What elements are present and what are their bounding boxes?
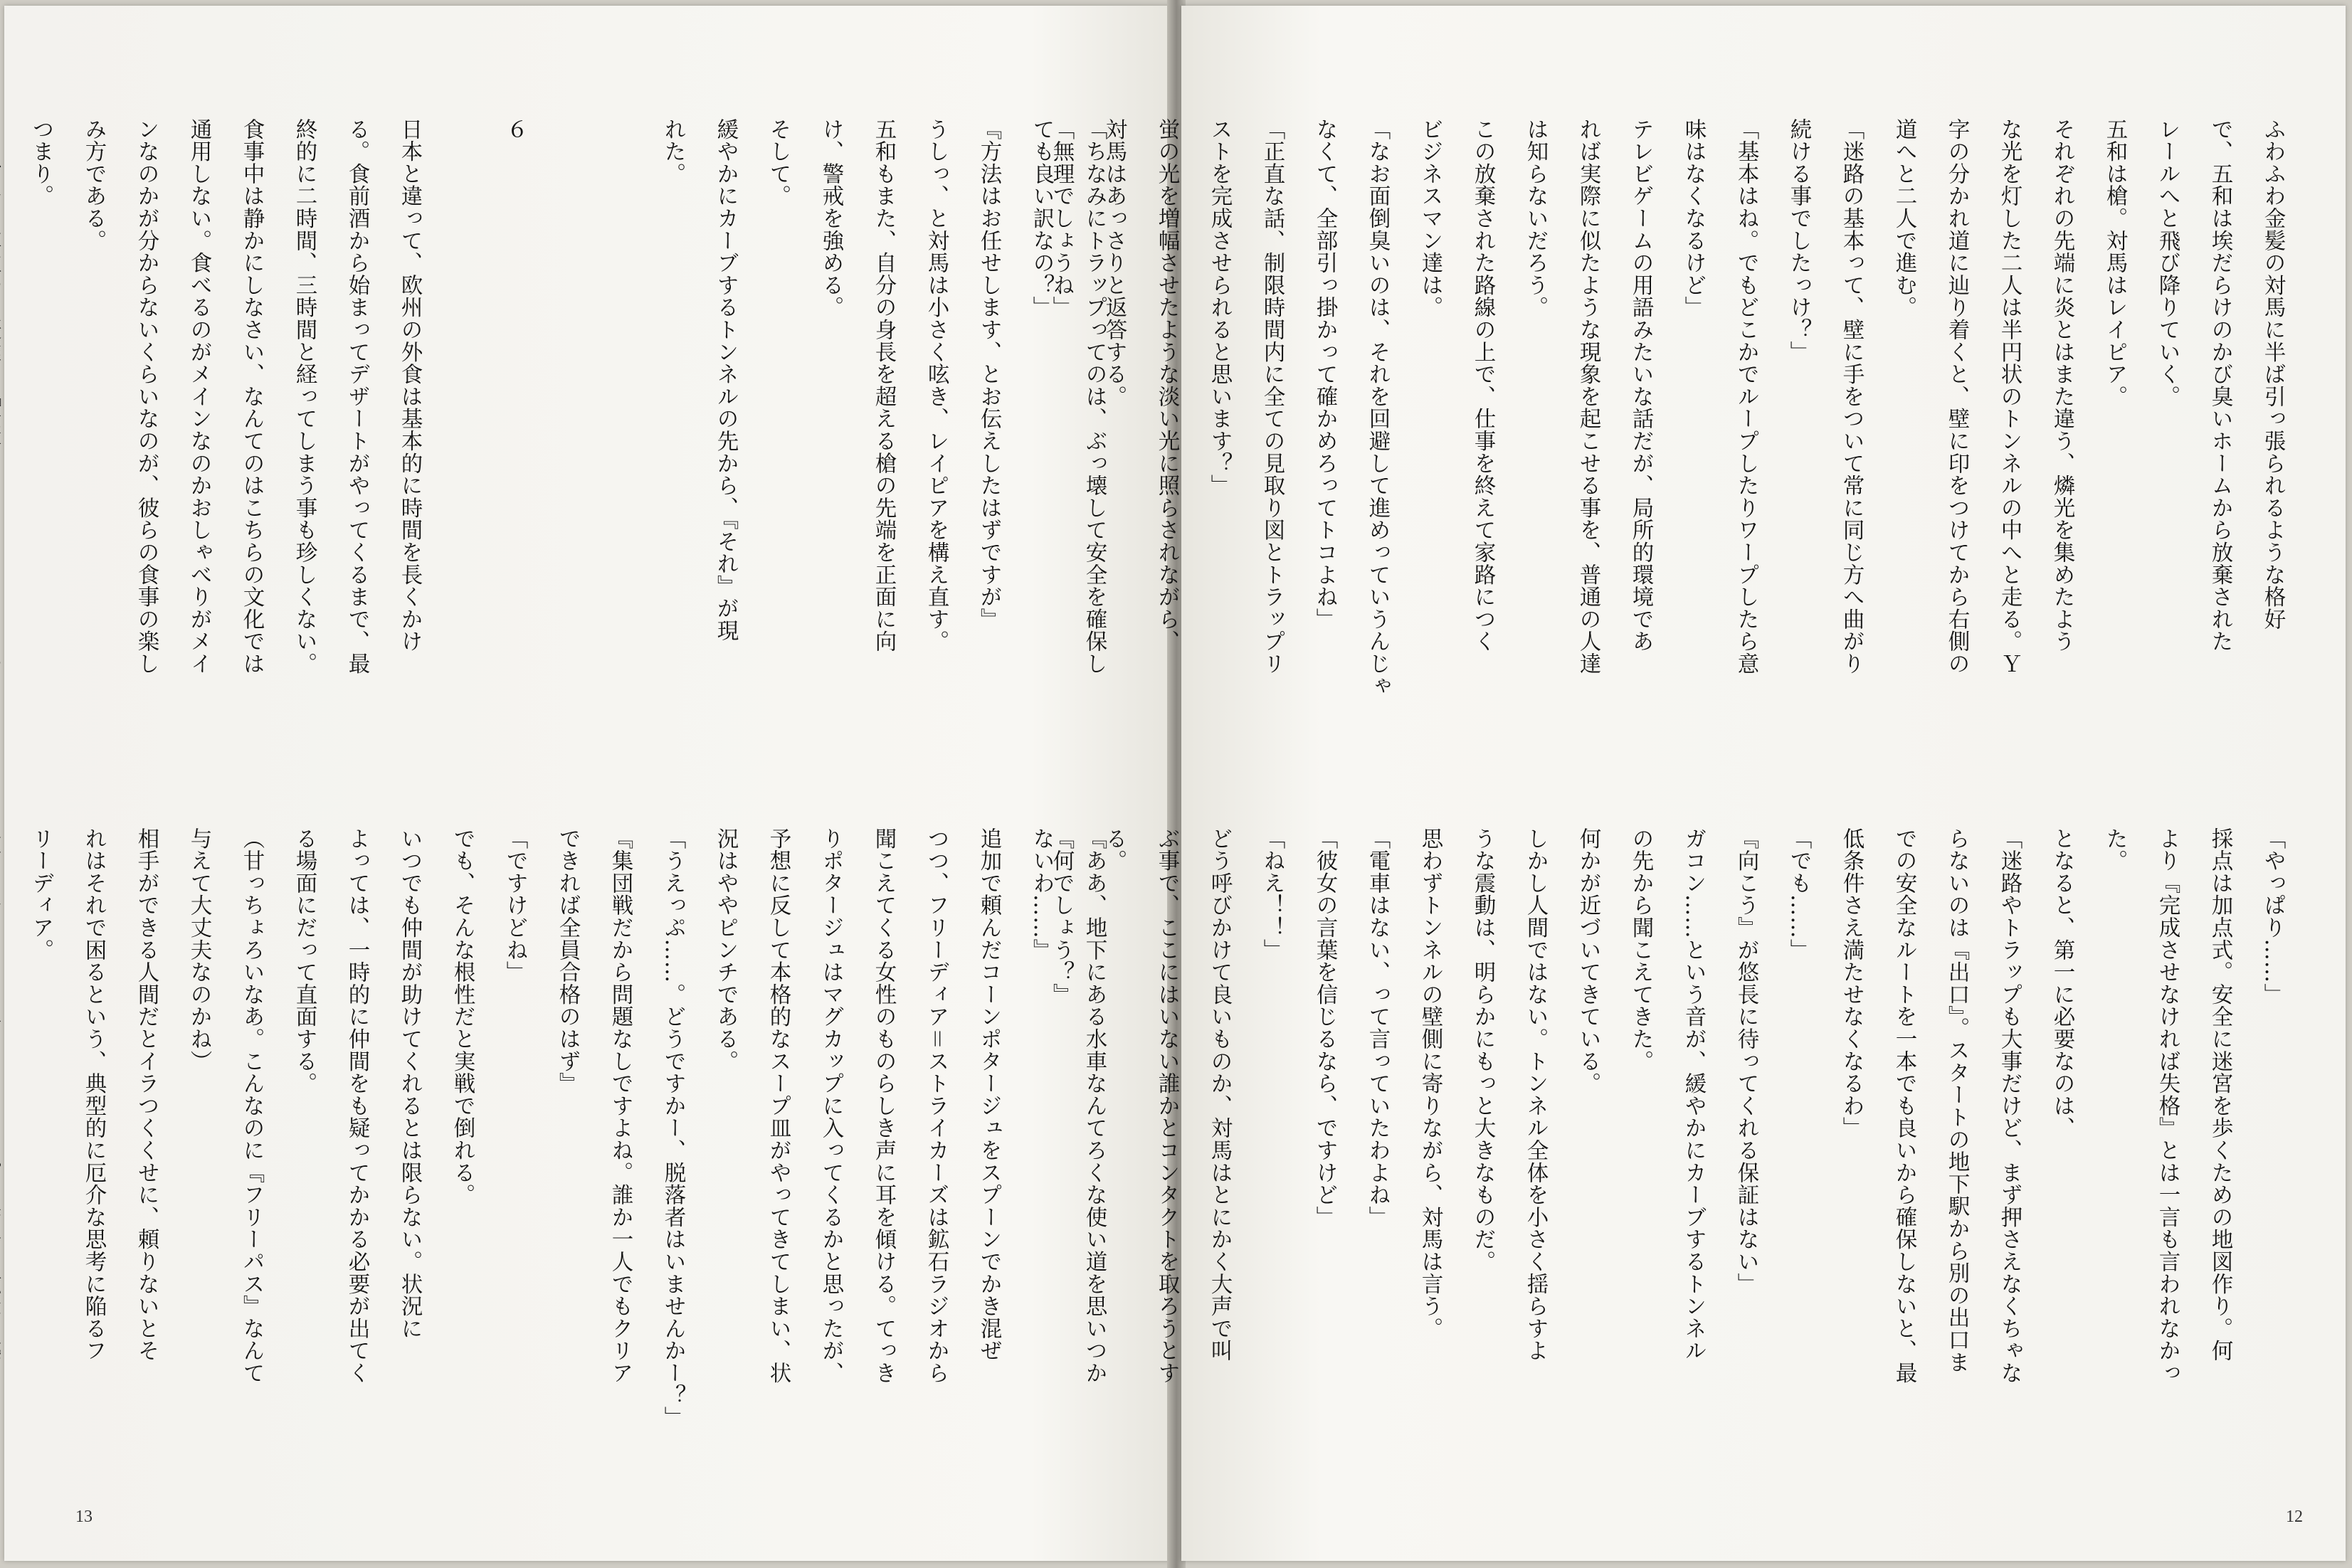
right-page-upper-text: ふわふわ金髪の対馬に半ば引っ張られるような格好 で、五和は埃だらけのかび臭いホームから放棄された レールへと飛び降りていく。 五和は槍。対馬はレイピア。 それぞれの先端に炎とはまた違う、燐光を集めたよう な光を灯した二人は半円状のトンネルの中へと走る。Ｙ 字の分かれ道に辿り着くと、壁に印をつけてから右側の 道へと二人で進む。 「迷路の基本って、壁に手をついて常に同じ方へ曲がり 続ける事でしたっけ？」 「基本はね。でもどこかでループしたりワープしたら意 味はなくなるけど」 テレビゲームの用語みたいな話だが、局所的環境であ れば実際に似たような現象を起こせる事を、普通の人達 は知らないだろう。 この放棄された路線の上で、仕事を終えて家路につく ビジネスマン達は。 「なお面倒臭いのは、それを回避して進めっていうんじゃ なくて、全部引っ掛かって確かめろってトコよね」 「正直な話、制限時間内に全ての見取り図とトラップリ ストを完成させられると思います？」 蛍の光を増幅させたような淡い光に照らされながら、 対馬はあっさりと返答する。 「無理でしょうね」 (1049, 118, 2285, 697)
right-page-lower-text: 「やっぱり……」 採点は加点式。安全に迷宮を歩くための地図作り。何 より『完成させなければ失格』とは一言も言われなかっ た。 となると、第一に必要なのは、 「迷路やトラップも大事だけど、まず押さえなくちゃな らないのは『出口』。スタートの地下駅から別の出口ま での安全なルートを一本でも良いから確保しないと、最 低条件さえ満たせなくなるわ」 「でも……」 『向こう』が悠長に待ってくれる保証はない」 ガコン……という音が、緩やかにカーブするトンネル の先から聞こえてきた。 何かが近づいてきている。 しかし人間ではない。トンネル全体を小さく揺らすよ うな震動は、明らかにもっと大きなものだ。 思わずトンネルの壁側に寄りながら、対馬は言う。 「電車はない、って言っていたわよね」 「彼女の言葉を信じるなら、ですけど」 「ねえ！！」 どう呼びかけて良いものか、対馬はとにかく大声で叫 ぶ事で、ここにはいない誰かとコンタクトを取ろうとす る。 『何でしょう？』 (1049, 827, 2285, 1384)
right-page-number: 12 (2286, 1508, 2303, 1526)
left-page-number: 13 (75, 1508, 93, 1526)
left-page-upper-text: 「ちなみにトラップってのは、ぶっ壊して安全を確保し ても良い訳なの？」 『方法はお任せします、とお伝えしたはずですが』 うしっ、と対馬は小さく呟き、レイピアを構え直す。 五和もまた、自分の身長を超える槍の先端を正面に向 け、警戒を強める。 そして。 緩やかにカーブするトンネルの先から、『それ』が現 れた。 ６ 日本と違って、欧州の外食は基本的に時間を長くかけ る。食前酒から始まってデザートがやってくるまで、最 終的に二時間、三時間と経ってしまう事も珍しくない。 食事中は静かにしなさい、なんてのはこちらの文化では 通用しない。食べるのがメインなのかおしゃべりがメイ ンなのかが分からないくらいなのが、彼らの食事の楽し み方である。 つまり。 (28, 118, 1107, 675)
left-page (4, 6, 1171, 1561)
left-page-lower-text: 『ああ、地下にある水車なんてろくな使い道を思いつか ないわ……』 追加で頼んだコーンポタージュをスプーンでかき混ぜ つつ、フリーディア＝ストライカーズは鉱石ラジオから 聞こえてくる女性のものらしき声に耳を傾ける。てっき りポタージュはマグカップに入ってくるかと思ったが、 予想に反して本格的なスープ皿がやってきてしまい、状 況はややピンチである。 「うえっぷ……。どうですかー、脱落者はいませんかー？」 『集団戦だから問題なしですよね。誰か一人でもクリア できれば全員合格のはず』 「ですけどね」 でも、そんな根性だと実戦で倒れる。 いつでも仲間が助けてくれるとは限らない。状況に よっては、一時的に仲間をも疑ってかかる必要が出てく る場面にだって直面する。 （甘っちょろいなあ。こんなのに『フリーパス』なんて 与えて大丈夫なのかね） 相手ができる人間だとイラつくくせに、頼りないとそ れはそれで困るという、典型的に厄介な思考に陥るフ リーディア。 (28, 827, 1107, 1429)
right-page (1049, 6, 2346, 1561)
